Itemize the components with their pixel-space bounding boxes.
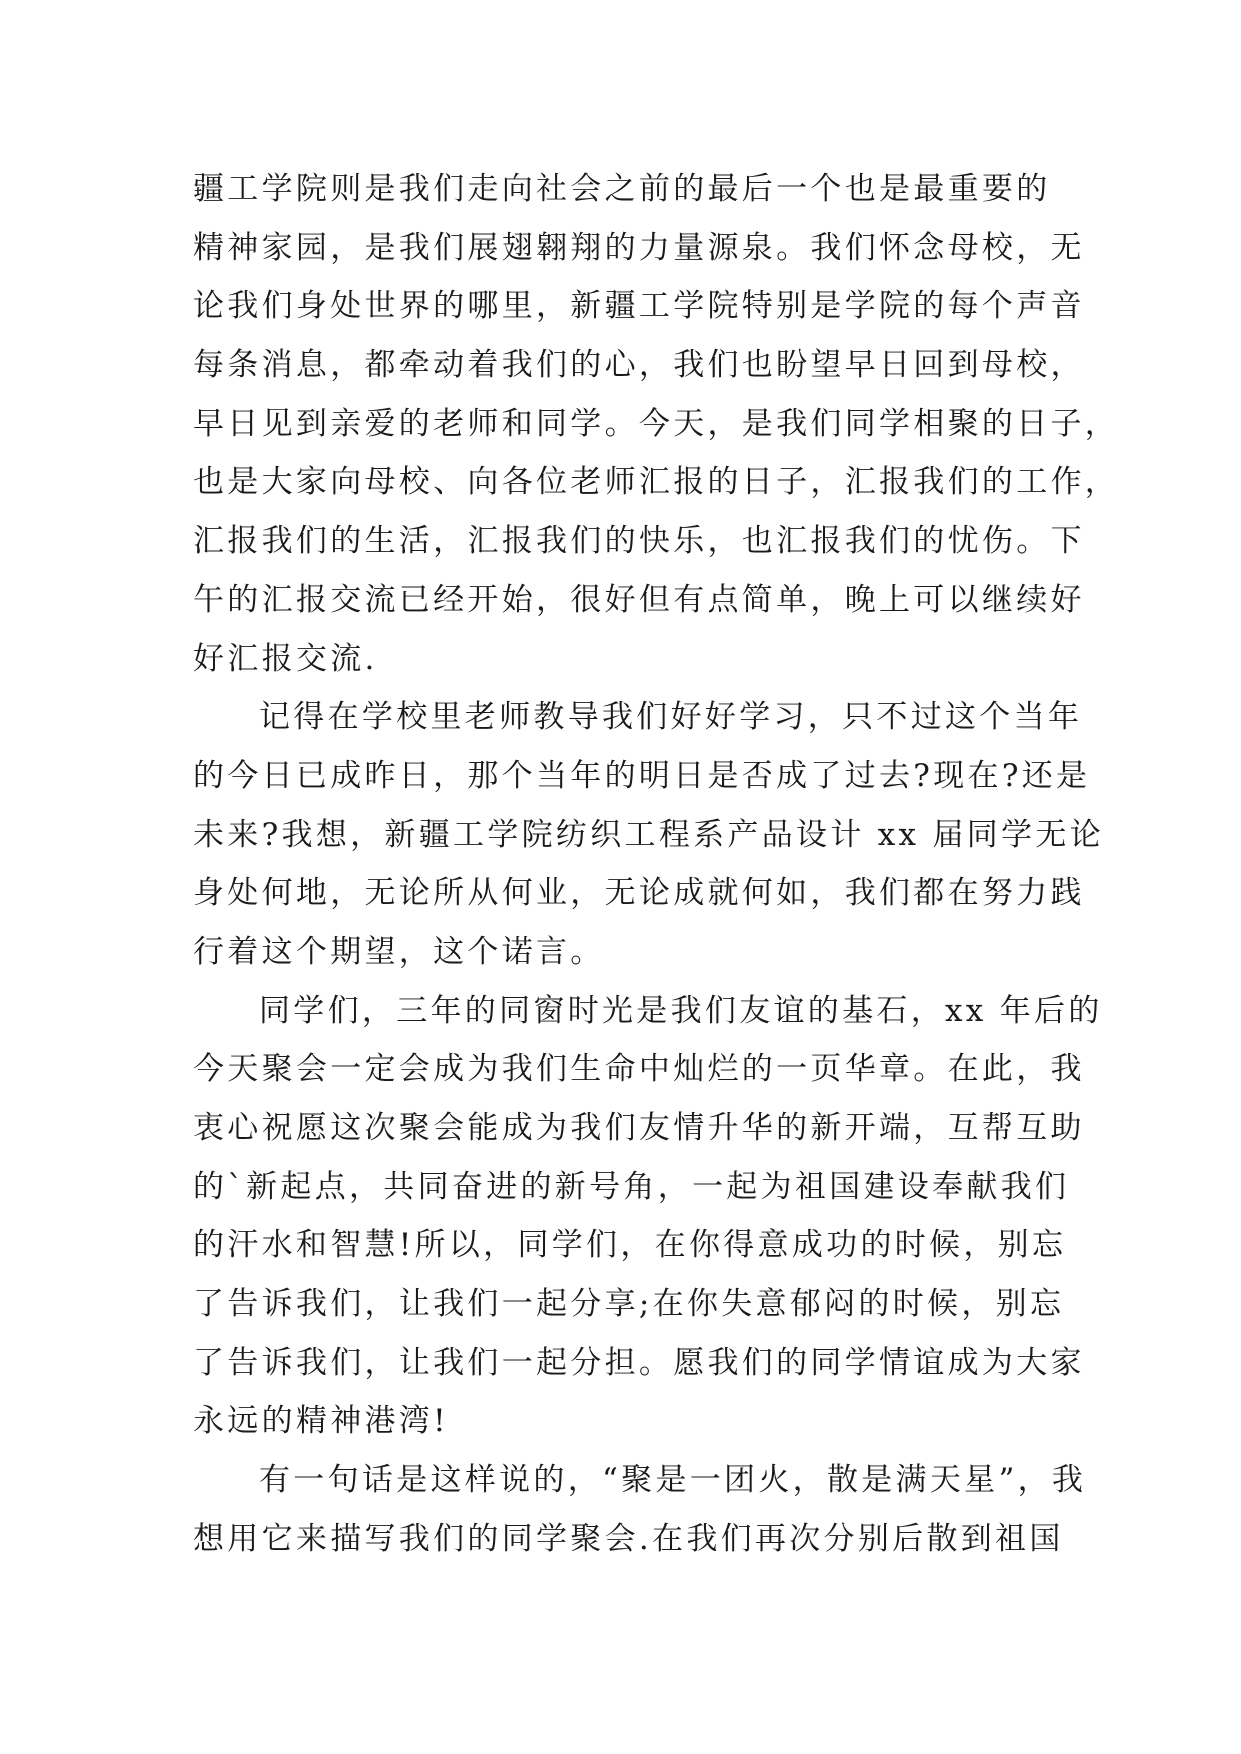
text-line: 的今日已成昨日，那个当年的明日是否成了过去?现在?还是 <box>193 757 1091 794</box>
text-line: 衷心祝愿这次聚会能成为我们友情升华的新开端，互帮互助 <box>193 1110 1085 1146</box>
text-line: 了告诉我们，让我们一起分享;在你失意郁闷的时候，别忘 <box>193 1286 1065 1323</box>
text-line: 想用它来描写我们的同学聚会.在我们再次分别后散到祖国 <box>193 1520 1064 1557</box>
paragraph-first-line: 同学们，三年的同窗时光是我们友谊的基石，xx 年后的 <box>259 992 1103 1029</box>
text-line: 精神家园，是我们展翅翱翔的力量源泉。我们怀念母校，无 <box>193 229 1085 266</box>
text-line: 好汇报交流. <box>193 640 378 677</box>
paragraph-first-line: 记得在学校里老师教导我们好好学习，只不过这个当年 <box>259 699 1083 736</box>
text-line: 行着这个期望，这个诺言。 <box>193 933 605 970</box>
text-line: 论我们身处世界的哪里，新疆工学院特别是学院的每个声音 <box>193 288 1085 325</box>
text-line: 了告诉我们，让我们一起分担。愿我们的同学情谊成为大家 <box>193 1344 1085 1381</box>
paragraph-first-line: 有一句话是这样说的，“聚是一团火，散是满天星”，我 <box>259 1462 1087 1499</box>
text-line: 的`新起点，共同奋进的新号角，一起为祖国建设奉献我们 <box>193 1168 1070 1205</box>
text-line: 午的汇报交流已经开始，很好但有点简单，晚上可以继续好 <box>193 581 1085 618</box>
text-line: 每条消息，都牵动着我们的心，我们也盼望早日回到母校， <box>193 347 1085 384</box>
text-line: 未来?我想，新疆工学院纺织工程系产品设计 xx 届同学无论 <box>193 816 1104 853</box>
text-line: 身处何地，无论所从何业，无论成就何如，我们都在努力践 <box>193 875 1085 912</box>
text-line: 的汗水和智慧!所以，同学们，在你得意成功的时候，别忘 <box>193 1227 1067 1264</box>
text-line: 早日见到亲爱的老师和同学。今天，是我们同学相聚的日子， <box>193 405 1120 442</box>
text-line: 汇报我们的生活，汇报我们的快乐，也汇报我们的忧伤。下 <box>193 523 1085 560</box>
text-line: 今天聚会一定会成为我们生命中灿烂的一页华章。在此，我 <box>193 1051 1085 1088</box>
text-line: 也是大家向母校、向各位老师汇报的日子，汇报我们的工作， <box>193 464 1120 501</box>
text-line: 永远的精神港湾! <box>193 1403 449 1440</box>
text-line: 疆工学院则是我们走向社会之前的最后一个也是最重要的 <box>193 171 1051 207</box>
body-text <box>193 160 1120 1569</box>
